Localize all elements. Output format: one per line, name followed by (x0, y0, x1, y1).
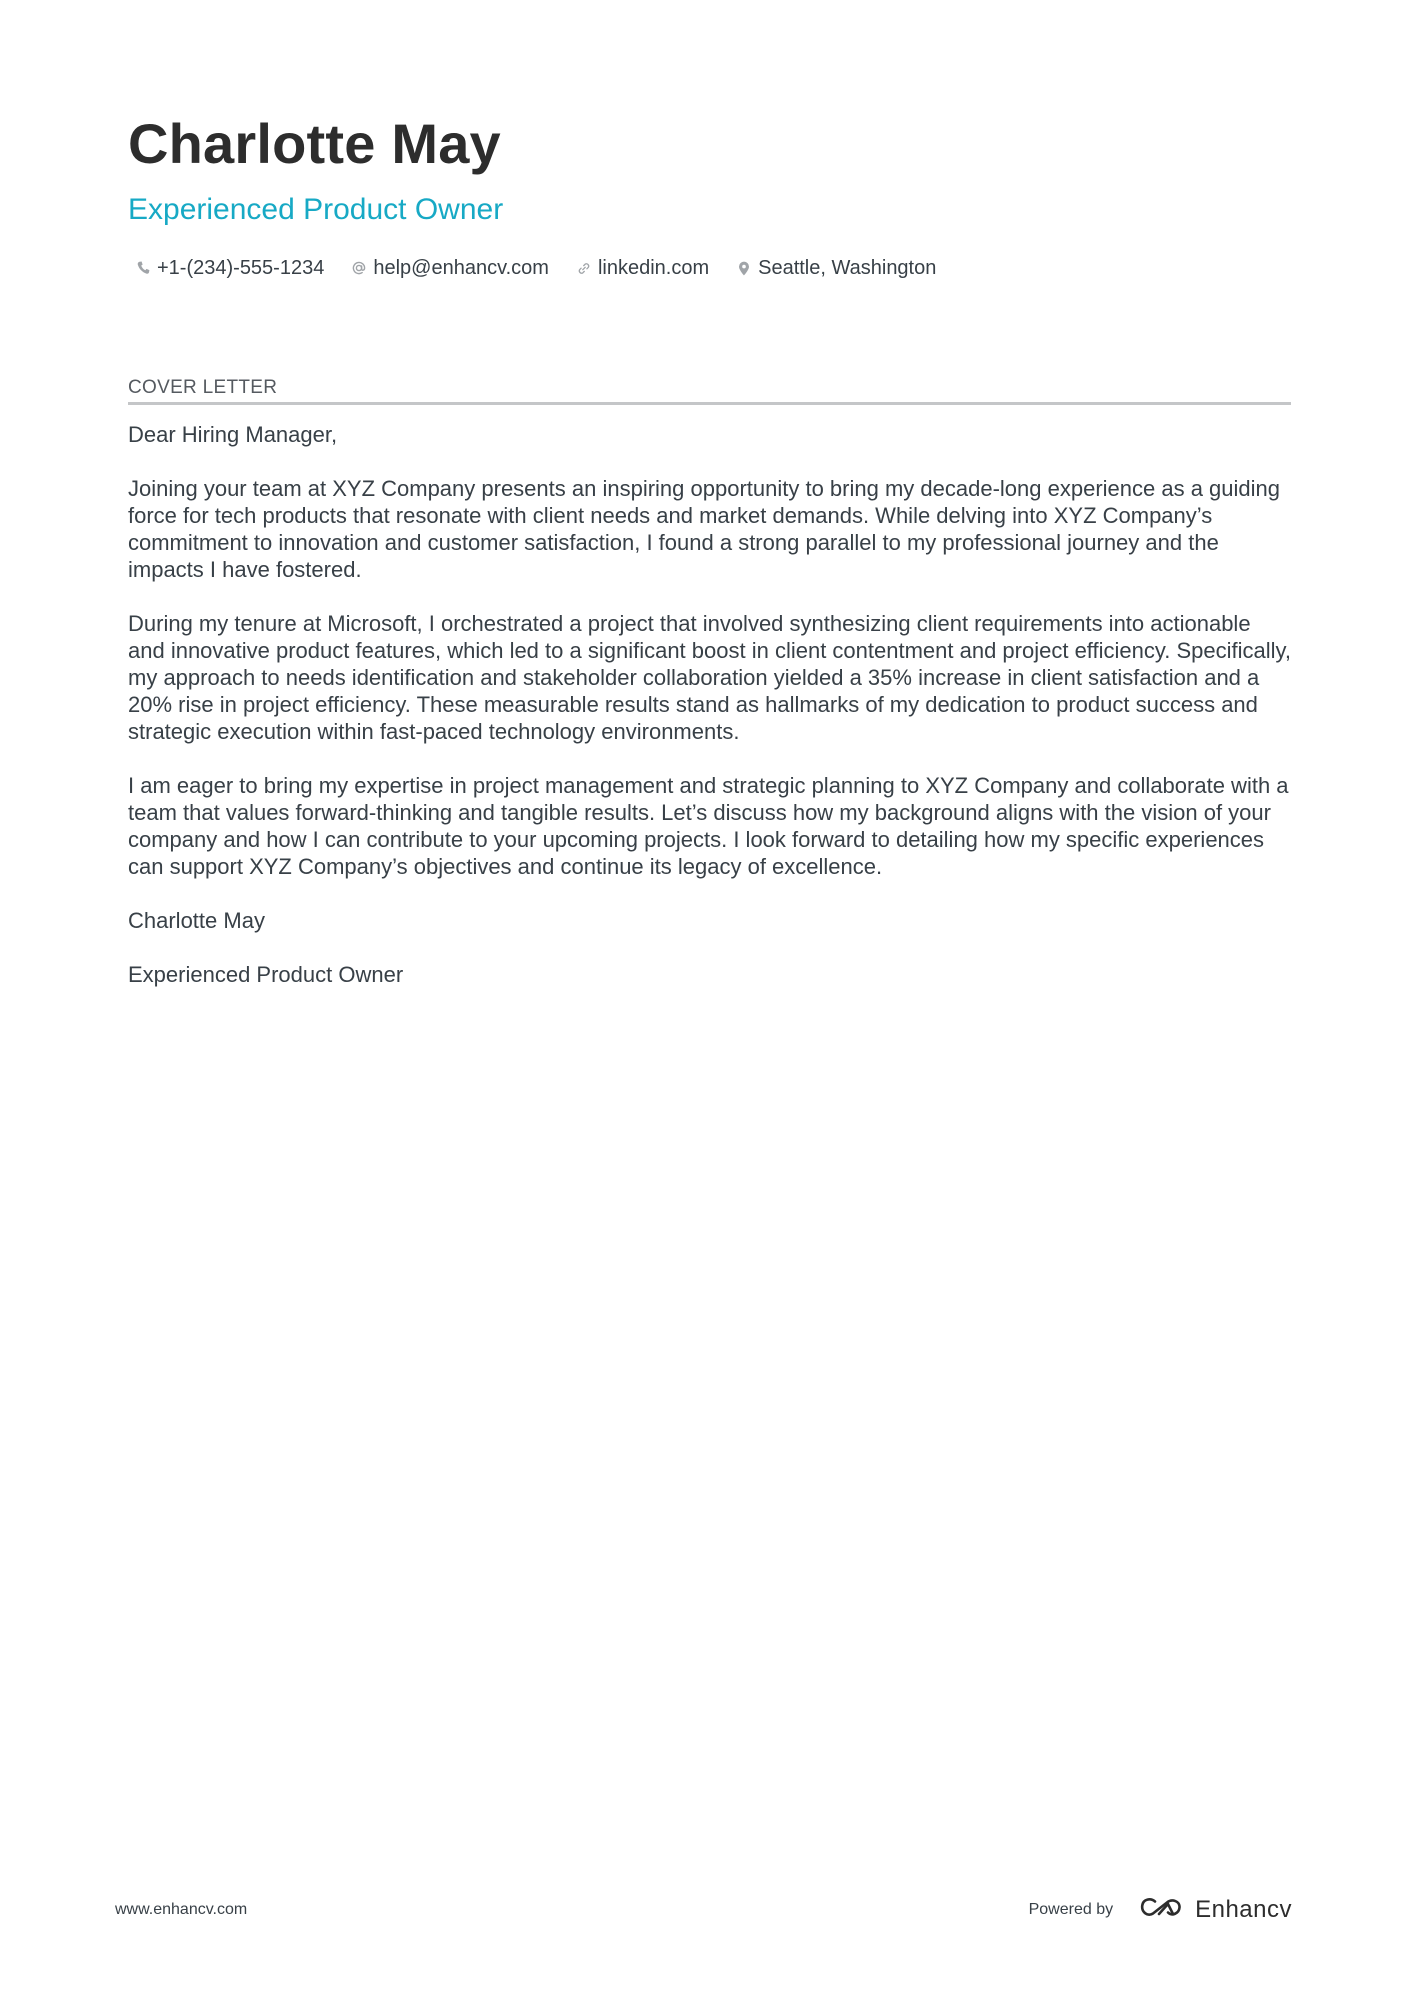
contact-linkedin[interactable] (577, 257, 709, 280)
enhancv-logo-text: Enhancv (1195, 1896, 1292, 1923)
section-title: COVER LETTER (128, 376, 1291, 405)
at-icon (352, 260, 366, 276)
applicant-role: Experienced Product Owner (128, 193, 504, 226)
letter-greeting: Dear Hiring Manager, (128, 422, 338, 447)
applicant-name: Charlotte May (128, 112, 501, 175)
footer-website-link[interactable]: www.enhancv.com (115, 1901, 248, 1918)
signature-name: Charlotte May (128, 908, 265, 933)
contact-bar (136, 254, 1291, 282)
contact-email[interactable] (352, 257, 549, 280)
link-icon (577, 260, 591, 276)
enhancv-logo-icon (1139, 1895, 1185, 1926)
letter-body (128, 421, 1291, 988)
cover-letter-page (128, 108, 1291, 1015)
contact-location-text: Seattle, Washington (758, 256, 937, 279)
contact-location (737, 257, 936, 280)
phone-icon (136, 260, 150, 276)
letter-paragraph: Joining your team at XYZ Company presents an inspiring opportunity to bring my decade-long experience as a guiding force for tech products that resonate with client needs and market demands. While delving into XYZ Company’s commitment to innovation and customer satisfaction, I found a strong parallel to my professional journey and the impacts I have fostered. (128, 476, 1280, 582)
footer-branding (1029, 1895, 1292, 1926)
enhancv-logo[interactable] (1139, 1895, 1292, 1926)
powered-by-label: Powered by (1028, 1901, 1114, 1918)
contact-phone[interactable] (136, 257, 324, 280)
contact-linkedin-text: linkedin.com (597, 256, 710, 279)
contact-email-text: help@enhancv.com (373, 256, 549, 279)
signature-title: Experienced Product Owner (128, 962, 404, 987)
contact-phone-text: +1-(234)-555-1234 (157, 256, 325, 279)
location-pin-icon (737, 260, 751, 276)
letter-paragraph: During my tenure at Microsoft, I orchestrated a project that involved synthesizing client requirements into actionable and innovative product features, which led to a significant boost in client contentment and project efficiency. Specifically, my approach to needs identification and stakeholder collaboration yielded a 35% increase in client satisfaction and a 20% rise in project efficiency. These measurable results stand as hallmarks of my dedication to product success and strategic execution within fast-paced technology environments. (128, 611, 1291, 744)
page-footer (115, 1892, 1292, 1928)
letter-paragraph: I am eager to bring my expertise in project management and strategic planning to XYZ Company and collaborate with a team that values forward-thinking and tangible results. Let’s discuss how my background aligns with the vision of your company and how I can contribute to your upcoming projects. I look forward to detailing how my specific experiences can support XYZ Company’s objectives and continue its legacy of excellence. (128, 773, 1289, 879)
